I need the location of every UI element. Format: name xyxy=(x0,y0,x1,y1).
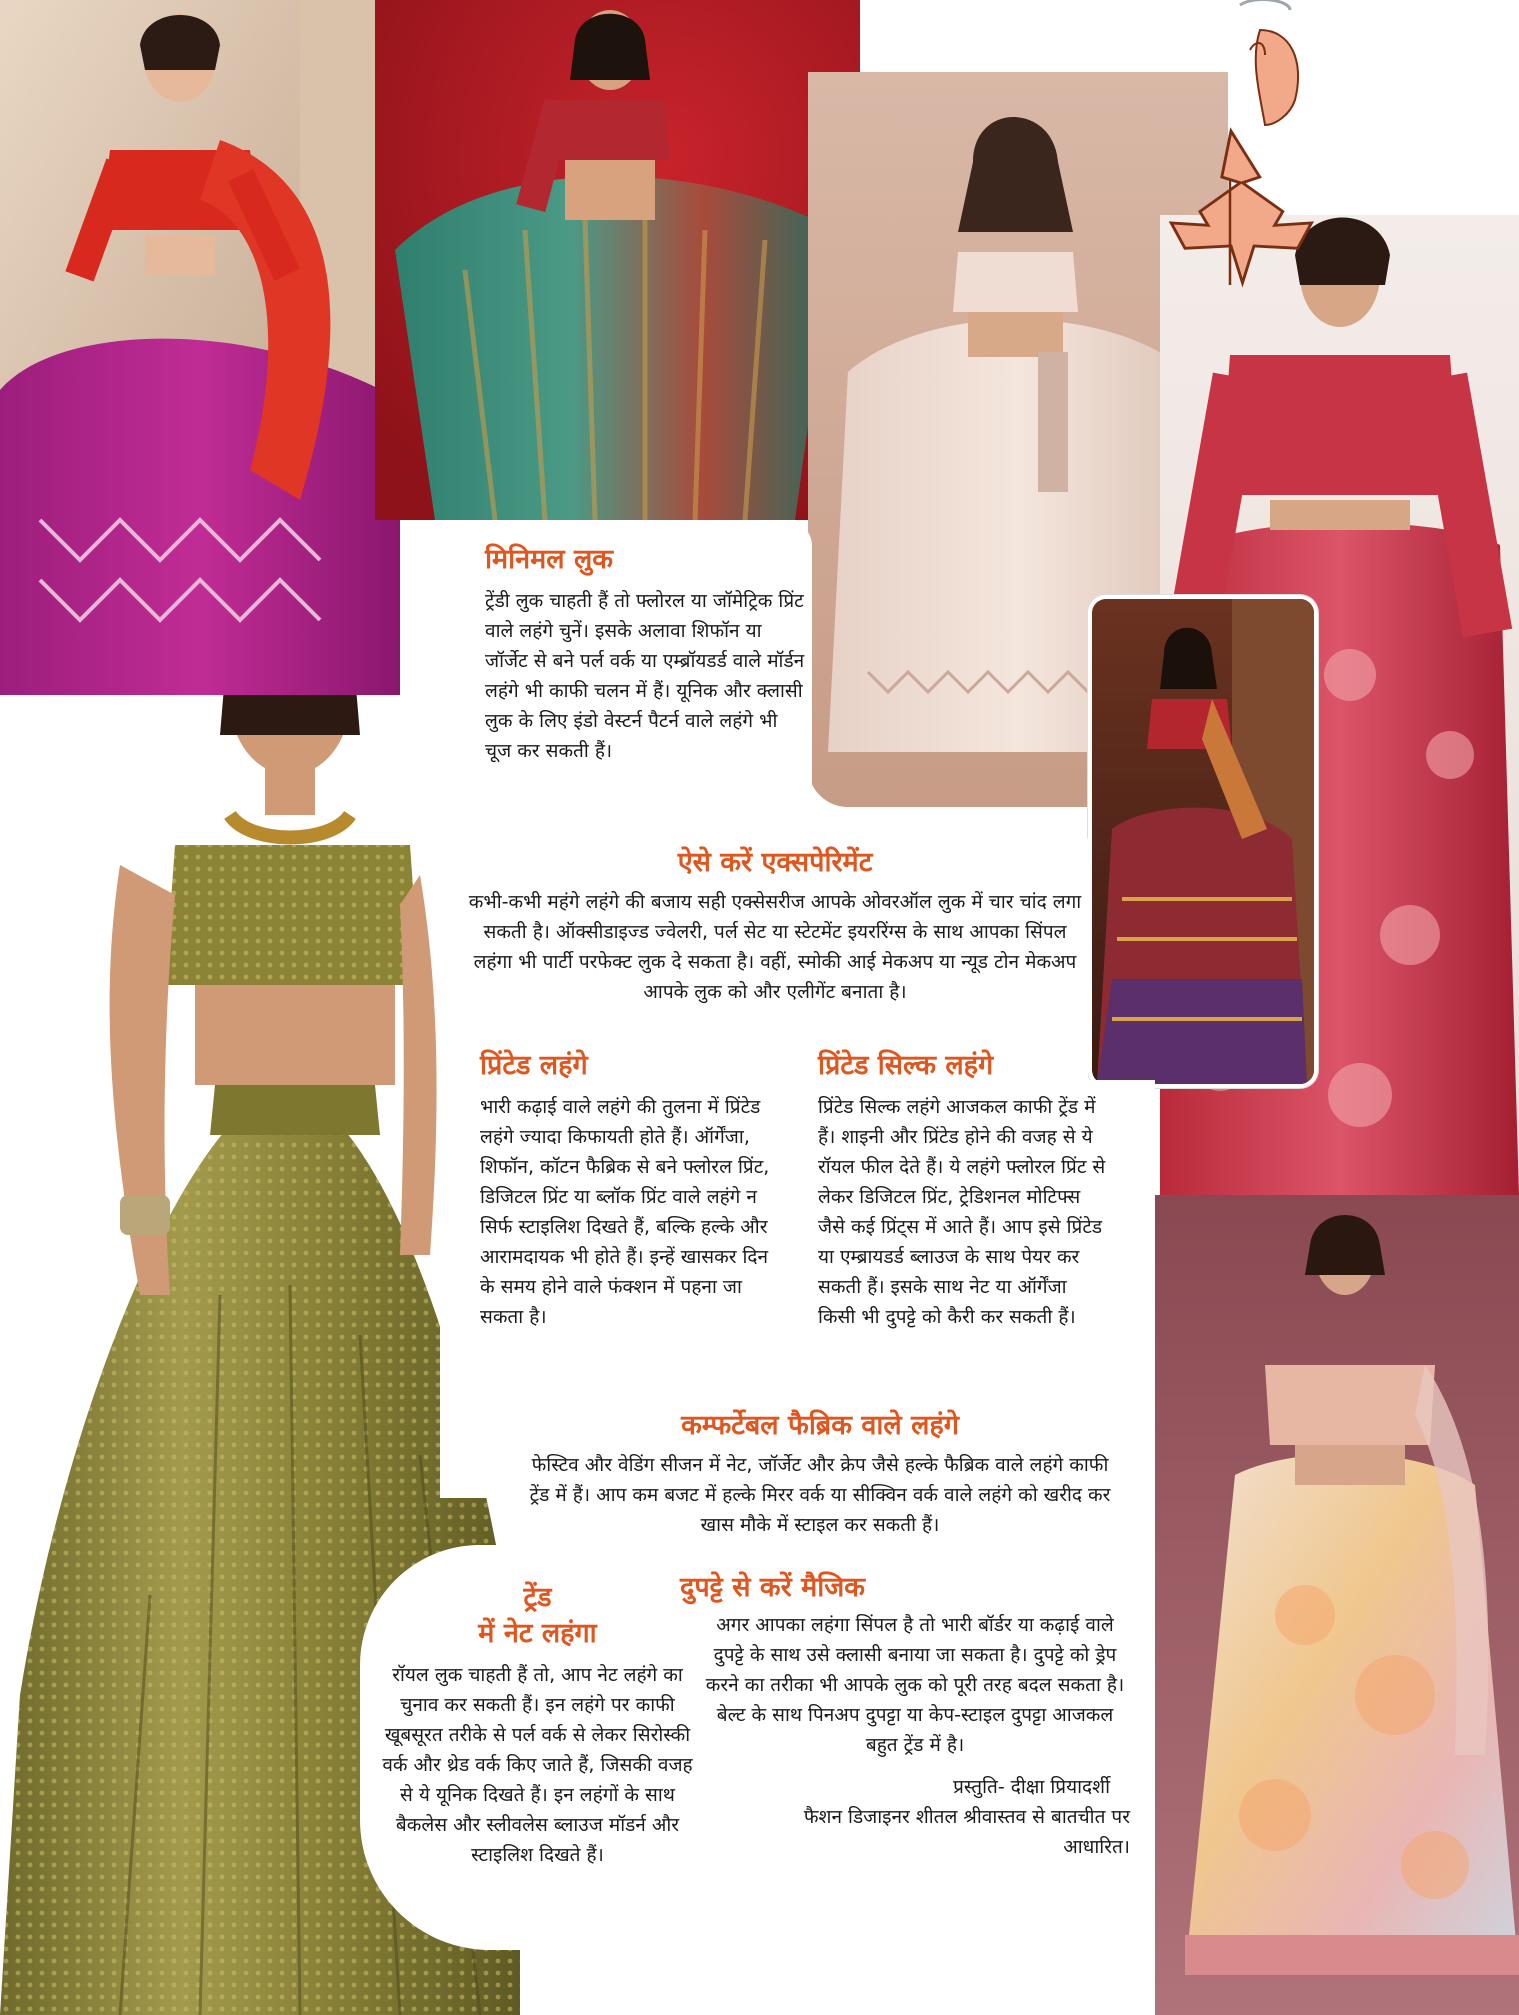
photo-teal-print-lehenga xyxy=(375,0,860,520)
experiment-body: कभी-कभी महंगे लहंगे की बजाय सही एक्सेसरीज आपके ओवरऑल लुक में चार चांद लगा सकती है। ऑक्सीडाइज्ड ज्वेलरी, पर्ल सेट या स्टेटमेंट इयररिंग्स के साथ आपका सिंपल लहंगा भी पार्टी परफेक्ट लुक दे सकता है। वहीं, स्मोकी आई मेकअप या न्यूड टोन मेकअप आपके लुक को और एलीगेंट बनाता है। xyxy=(468,891,1082,1003)
dupatta-body: अगर आपका लहंगा सिंपल है तो भारी बॉर्डर या कढ़ाई वाले दुपट्टे के साथ उसे क्लासी बनाया जा सकता है। दुपट्टे को ड्रेप करने का तरीका भी आपके लुक को पूरी तरह बदल सकता है। बेल्ट के साथ पिनअप दुपट्टा या केप-स्टाइल दुपट्टा आजकल बहुत ट्रेंड में है। xyxy=(705,1614,1125,1756)
photo-bridal-embroidered-lehenga xyxy=(1088,595,1318,1088)
dupatta-heading: दुपट्टे से करें मैजिक xyxy=(680,1572,866,1603)
fabric-heading: कम्फर्टेबल फैब्रिक वाले लहंगे xyxy=(681,1410,959,1441)
minimal-body: ट्रेंडी लुक चाहती हैं तो फ्लोरल या जॉमेट्रिक प्रिंट वाले लहंगे चुनें। इसके अलावा शिफॉन या जॉर्जेट से बने पर्ल वर्क या एम्ब्रॉयडर्ड वाले मॉर्डन लहंगे भी काफी चलन में हैं। यूनिक और क्लासी लुक के लिए इंडो वेस्टर्न पैटर्न वाले लहंगे भी चूज कर सकती हैं। xyxy=(485,590,805,762)
silk-body: प्रिंटेड सिल्क लहंगे आजकल काफी ट्रेंड में हैं। शाइनी और प्रिंटेड होने की वजह से ये रॉयल फील देते हैं। ये लहंगे फ्लोरल प्रिंट से लेकर डिजिटल प्रिंट, ट्रेडिशनल मोटिफ्स जैसे कई प्रिंट्स में आते हैं। आप इसे प्रिंटेड या एम्ब्रायडर्ड ब्लाउज के साथ पेयर कर सकती हैं। इसके साथ नेट या ऑर्गेंजा किसी भी दुपट्टे को कैरी कर सकती हैं। xyxy=(818,1096,1106,1328)
source-line: फैशन डिजाइनर शीतल श्रीवास्तव से बातचीत पर आधारित। xyxy=(803,1806,1130,1858)
experiment-heading: ऐसे करें एक्सपेरिमेंट xyxy=(677,847,873,878)
net-heading-line1: ट्रेंड xyxy=(523,1582,552,1613)
net-heading-line2: में नेट लहंगा xyxy=(478,1618,597,1649)
section-comfortable-fabric xyxy=(520,1408,1120,1540)
section-dupatta-magic xyxy=(680,1570,1130,1862)
credit-line: प्रस्तुति- दीक्षा प्रियादर्शी xyxy=(953,1776,1110,1798)
photo-pastel-floral-lehenga xyxy=(1155,1195,1519,2015)
minimal-heading: मिनिमल लुक xyxy=(485,544,614,575)
section-printed-silk xyxy=(818,1048,1108,1332)
maple-leaf-decoration xyxy=(1090,0,1370,290)
photo-red-pink-lehenga xyxy=(0,0,400,700)
section-experiment xyxy=(465,845,1085,1007)
section-net-lehenga xyxy=(375,1580,700,1870)
printed-body: भारी कढ़ाई वाले लहंगे की तुलना में प्रिंटेड लहंगे ज्यादा किफायती होते हैं। ऑर्गेंजा, शिफॉन, कॉटन फैब्रिक से बने फ्लोरल प्रिंट, डिजिटल प्रिंट या ब्लॉक प्रिंट वाले लहंगे न सिर्फ स्टाइलिश दिखते हैं, बल्कि हल्के और आरामदायक भी होते हैं। इन्हें खासकर दिन के समय होने वाले फंक्शन में पहना जा सकता है। xyxy=(480,1096,770,1328)
net-body: रॉयल लुक चाहती हैं तो, आप नेट लहंगे का चुनाव कर सकती हैं। इन लहंगे पर काफी खूबसूरत तरीके से पर्ल वर्क से लेकर सिरोस्की वर्क और थ्रेड वर्क किए जाते हैं, जिसकी वजह से ये यूनिक दिखते हैं। इन लहंगों के साथ बैकलेस और स्लीवलेस ब्लाउज मॉडर्न और स्टाइलिश दिखते हैं। xyxy=(382,1664,693,1866)
fabric-body: फेस्टिव और वेडिंग सीजन में नेट, जॉर्जेट और क्रेप जैसे हल्के फैब्रिक वाले लहंगे काफी ट्रेंड में हैं। आप कम बजट में हल्के मिरर वर्क या सीक्विन वर्क वाले लहंगे को खरीद कर खास मौके में स्टाइल कर सकती हैं। xyxy=(529,1454,1111,1536)
printed-heading: प्रिंटेड लहंगे xyxy=(480,1050,588,1081)
silk-heading: प्रिंटेड सिल्क लहंगे xyxy=(818,1050,994,1081)
section-printed-lehenga xyxy=(480,1048,770,1332)
section-minimal-look xyxy=(485,542,805,766)
